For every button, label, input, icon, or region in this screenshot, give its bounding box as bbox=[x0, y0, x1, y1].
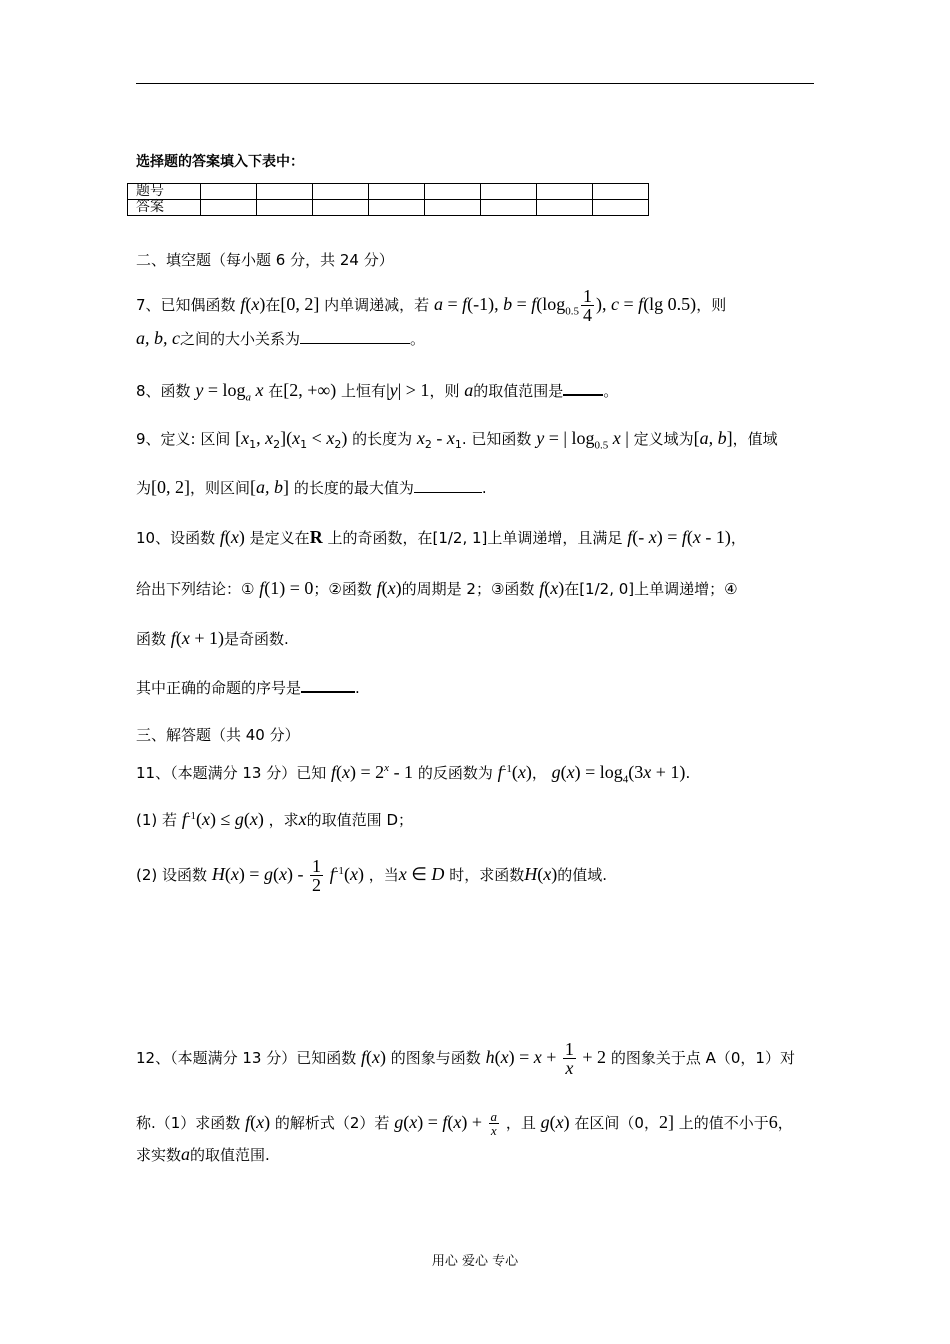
q7-line2: a, b, c之间的大小关系为 。 bbox=[136, 328, 426, 348]
q8-line: 8、函数 $y = \log_a x$ 在[2, +∞) 上恒有|y| > 1，则 a的取值范围是 。 bbox=[136, 380, 619, 404]
row-label-number: 题号 bbox=[128, 184, 201, 200]
q9-line1: 9、定义: 区间 [$x_1$, $x_2](x_1 < x_2)$ 的长度为 $x_2 - x_1$. 已知函数 y = | $\log_{0.5} x$ | 定义域为[a, b]，值域 bbox=[136, 428, 778, 452]
answer-cell[interactable] bbox=[481, 184, 537, 200]
answer-cell[interactable] bbox=[257, 200, 313, 216]
q12-line3: 求实数a的取值范围. bbox=[136, 1144, 270, 1164]
answer-cell[interactable] bbox=[369, 184, 425, 200]
answer-cell[interactable] bbox=[313, 184, 369, 200]
answer-cell[interactable] bbox=[313, 200, 369, 216]
q10-line4: 其中正确的命题的序号是 . bbox=[136, 679, 360, 697]
answer-cell[interactable] bbox=[593, 200, 649, 216]
q12-line1: 12、（本题满分 13 分）已知函数 f(x) 的图象与函数 h(x) = x + $\frac{1}{x}$ + 2 的图象关于点 A（0，1）对 bbox=[136, 1039, 795, 1078]
q12-line2: 称.（1）求函数 f(x) 的解析式（2）若 g(x) = f(x) + $\frac{a}{x}$ ，且 g(x) 在区间（0，2] 上的值不小于6， bbox=[136, 1109, 793, 1138]
answer-blank[interactable] bbox=[300, 329, 410, 344]
answer-table-title: 选择题的答案填入下表中： bbox=[136, 154, 304, 170]
answer-cell[interactable] bbox=[425, 184, 481, 200]
answer-cell[interactable] bbox=[257, 184, 313, 200]
q9-line2: 为[0, 2]，则区间[a, b] 的长度的最大值为 . bbox=[136, 477, 487, 497]
answer-blank[interactable] bbox=[563, 380, 603, 396]
answer-blank[interactable] bbox=[301, 677, 355, 693]
q10-line2: 给出下列结论：① f(1) = 0；②函数 f(x)的周期是 2；③函数 f(x)在[1/2, 0]上单调递增；④ bbox=[136, 578, 738, 598]
section2-heading: 二、填空题（每小题 6 分，共 24 分） bbox=[136, 251, 394, 269]
header-rule bbox=[136, 83, 814, 84]
q7-line1: 7、已知偶函数 f(x)在[0, 2] 内单调递减，若 a = f(-1), $b = f(\log_{0.5}$ $\frac{1}{4}$ ), c = f(lg 0.5)，则 bbox=[136, 286, 727, 325]
answer-cell[interactable] bbox=[481, 200, 537, 216]
q11-line3: (2) 设函数 H(x) = g(x) - $\frac{1}{2}$ $f^{-1}(x)$ ，当x ∈ D 时，求函数H(x)的值域. bbox=[136, 856, 607, 895]
row-label-answer: 答案 bbox=[128, 200, 201, 216]
q10-line3: 函数 f(x + 1)是奇函数. bbox=[136, 628, 289, 648]
answer-cell[interactable] bbox=[369, 200, 425, 216]
answer-cell[interactable] bbox=[593, 184, 649, 200]
answer-cell[interactable] bbox=[201, 200, 257, 216]
table-row bbox=[128, 200, 649, 216]
answer-blank[interactable] bbox=[414, 478, 482, 493]
answer-cell[interactable] bbox=[201, 184, 257, 200]
q11-line2: (1) 若 $f^{-1}(x) \le g(x)$ ，求x的取值范围 D； bbox=[136, 809, 413, 829]
page-footer: 用心 爱心 专心 bbox=[431, 1254, 519, 1269]
answer-cell[interactable] bbox=[425, 200, 481, 216]
answer-cell[interactable] bbox=[537, 184, 593, 200]
q11-line1: 11、（本题满分 13 分）已知 $f(x) = 2^x - 1$ 的反函数为 $f^{-1}(x)$， $g(x) = \log_4(3x + 1)$. bbox=[136, 762, 691, 786]
answer-table bbox=[127, 183, 649, 216]
q10-line1: 10、设函数 f(x) 是定义在R 上的奇函数，在[1/2, 1]上单调递增，且满足 f(- x) = f(x - 1)， bbox=[136, 527, 746, 547]
section3-heading: 三、解答题（共 40 分） bbox=[136, 726, 300, 744]
answer-cell[interactable] bbox=[537, 200, 593, 216]
table-row bbox=[128, 184, 649, 200]
